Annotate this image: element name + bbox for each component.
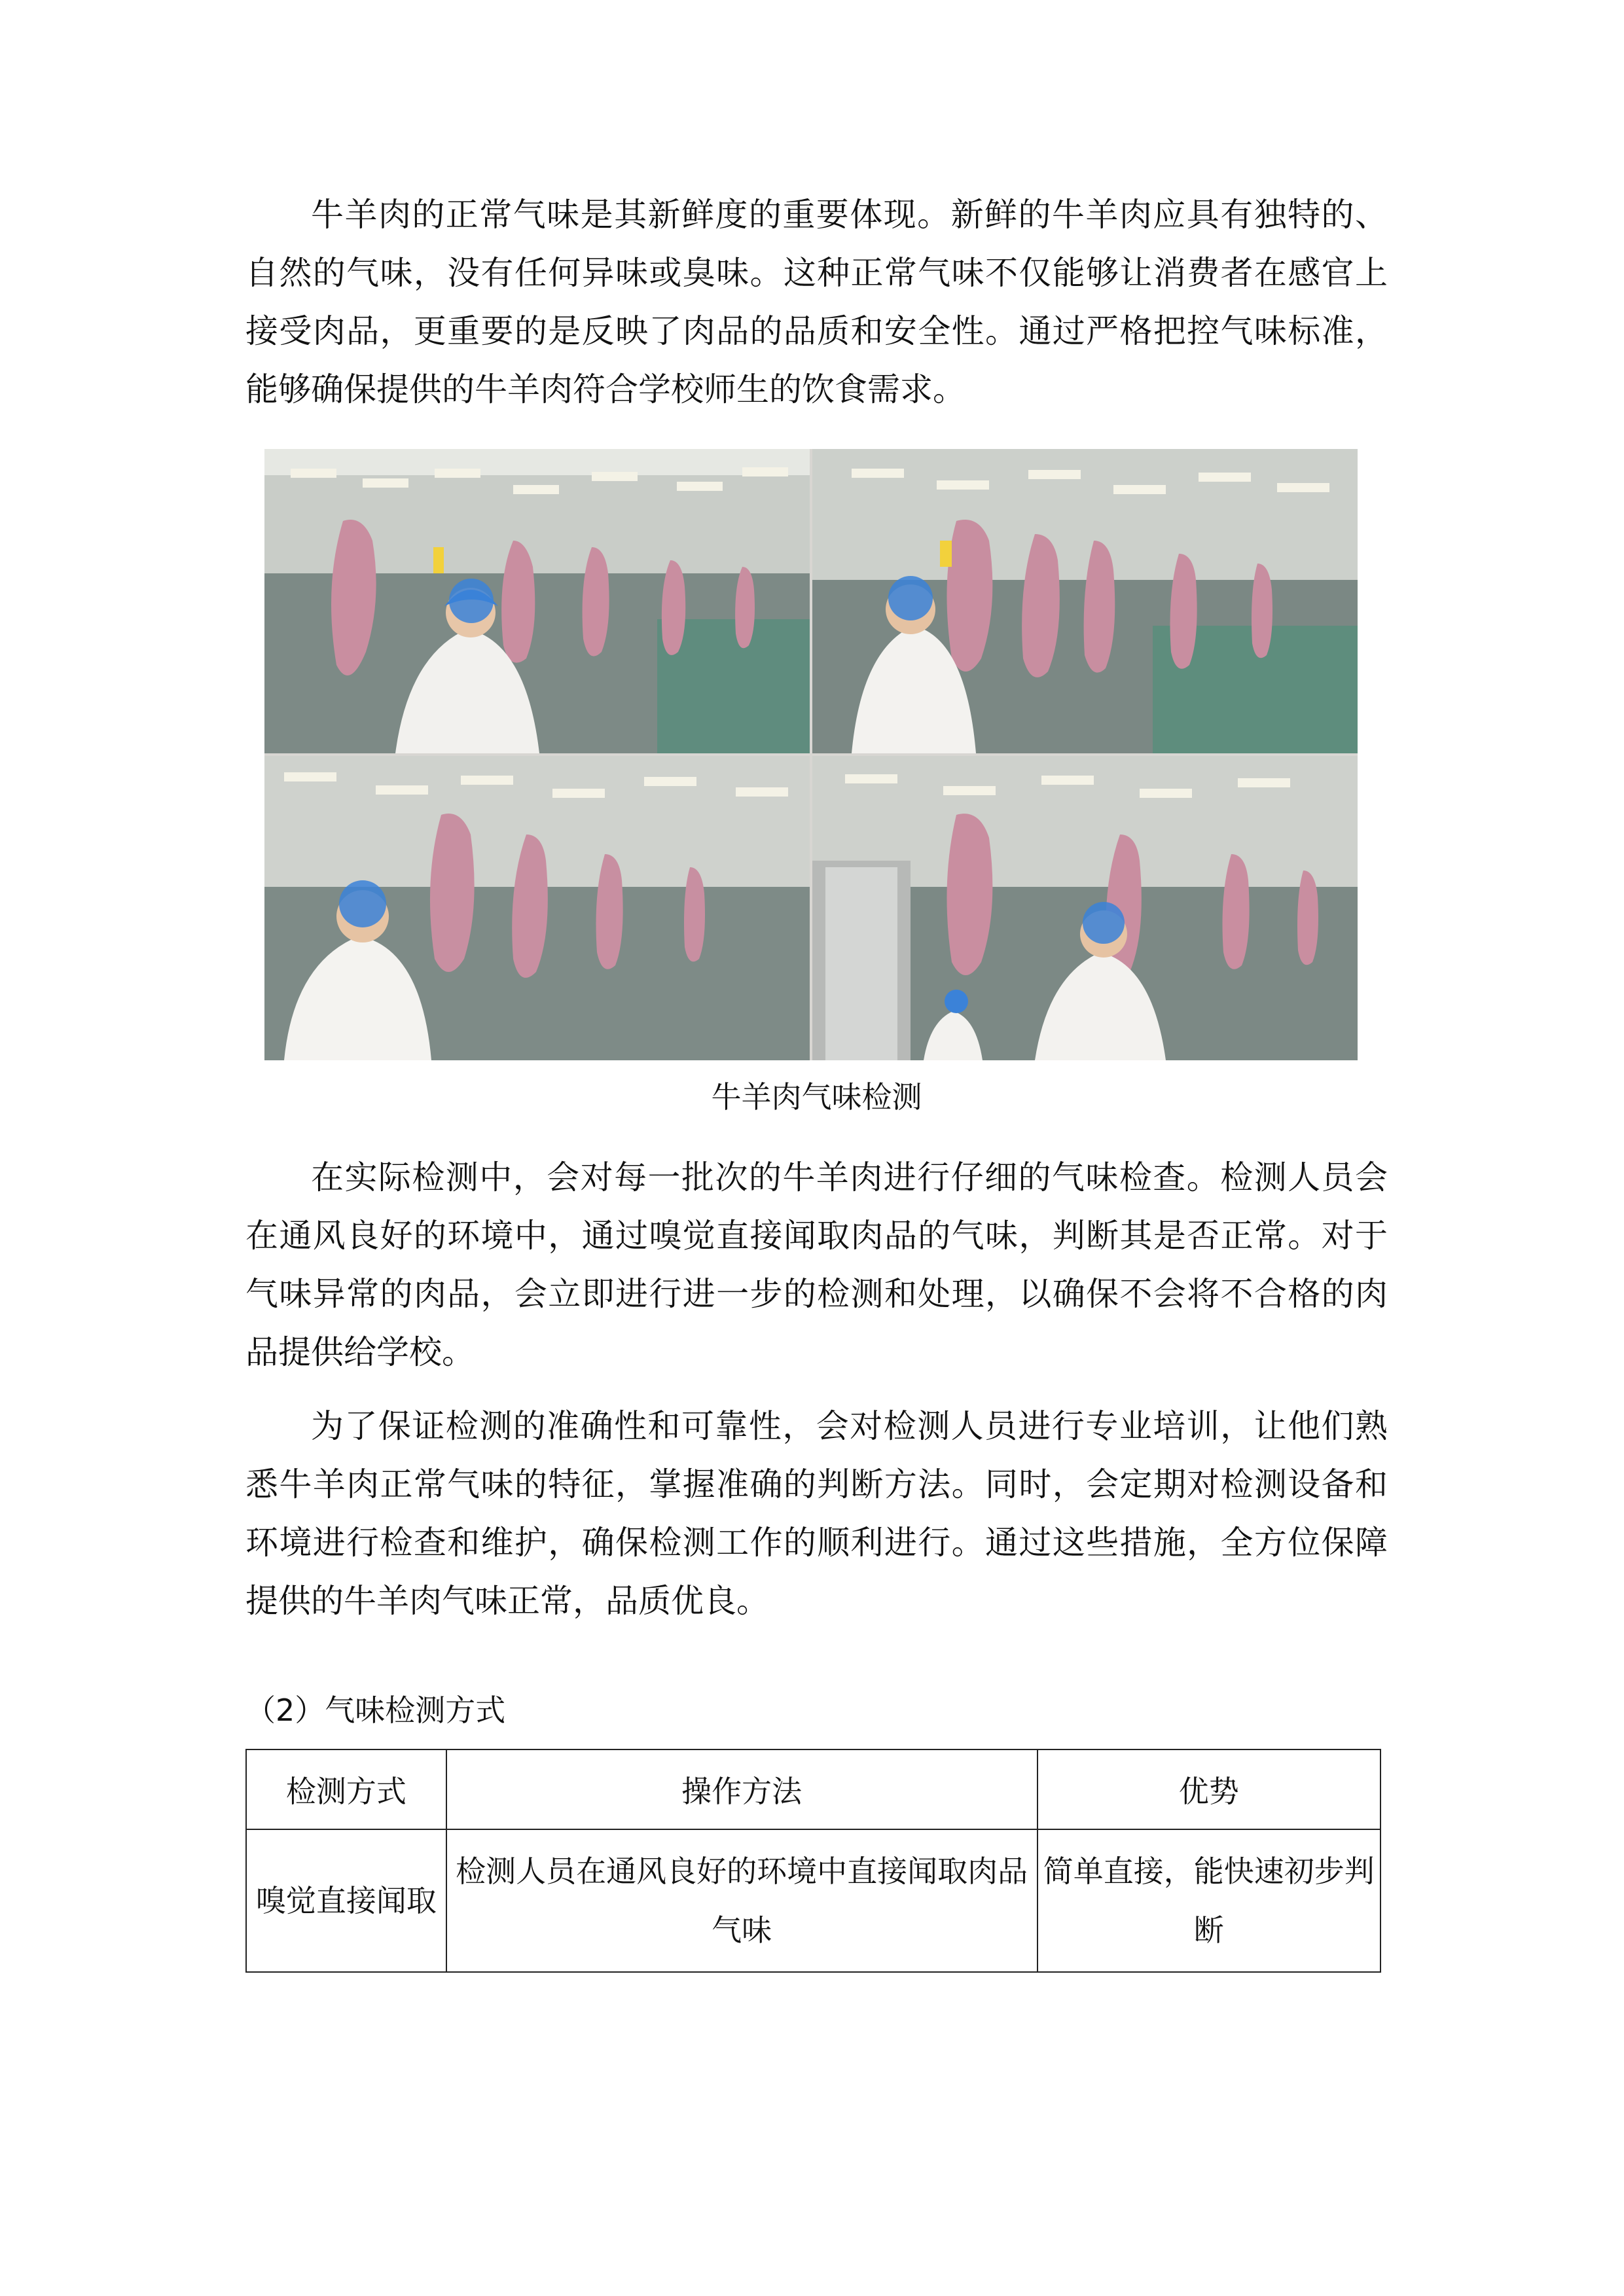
photo-panel-1: [264, 449, 810, 753]
section-heading: （2）气味检测方式: [245, 1693, 506, 1728]
detection-method-table: [245, 1749, 1381, 1973]
table-header-row: [246, 1749, 1380, 1829]
table-header-cell: 检测方式: [246, 1749, 446, 1829]
table-cell: 嗅觉直接闻取: [246, 1829, 446, 1972]
paragraph-2: 在实际检测中，会对每一批次的牛羊肉进行仔细的气味检查。检测人员会在通风良好的环境中，通过嗅觉直接闻取肉品的气味，判断其是否正常。对于气味异常的肉品，会立即进行进一步的检测和处理，以确保不会将不合格的肉品提供给学校。: [245, 1158, 1388, 1371]
figure-caption: 牛羊肉气味检测: [711, 1079, 922, 1115]
table-row: [246, 1829, 1380, 1972]
table-header-cell: 优势: [1038, 1749, 1380, 1829]
paragraph-1: 牛羊肉的正常气味是其新鲜度的重要体现。新鲜的牛羊肉应具有独特的、自然的气味，没有任何异味或臭味。这种正常气味不仅能够让消费者在感官上接受肉品，更重要的是反映了肉品的品质和安全性。通过严格把控气味标准，能够确保提供的牛羊肉符合学校师生的饮食需求。: [245, 196, 1388, 408]
paragraph-3: 为了保证检测的准确性和可靠性，会对检测人员进行专业培训，让他们熟悉牛羊肉正常气味的特征，掌握准确的判断方法。同时，会定期对检测设备和环境进行检查和维护，确保检测工作的顺利进行。通过这些措施，全方位保障提供的牛羊肉气味正常，品质优良。: [245, 1407, 1388, 1620]
table-cell: 检测人员在通风良好的环境中直接闻取肉品气味: [446, 1829, 1038, 1972]
table-header-cell: 操作方法: [446, 1749, 1038, 1829]
photo-panel-2: [812, 449, 1358, 753]
table-cell: 简单直接，能快速初步判断: [1038, 1829, 1380, 1972]
photo-panel-3: [264, 756, 810, 1060]
meat-processing-photo: [264, 449, 1358, 1060]
photo-panel-4: [812, 756, 1358, 1060]
